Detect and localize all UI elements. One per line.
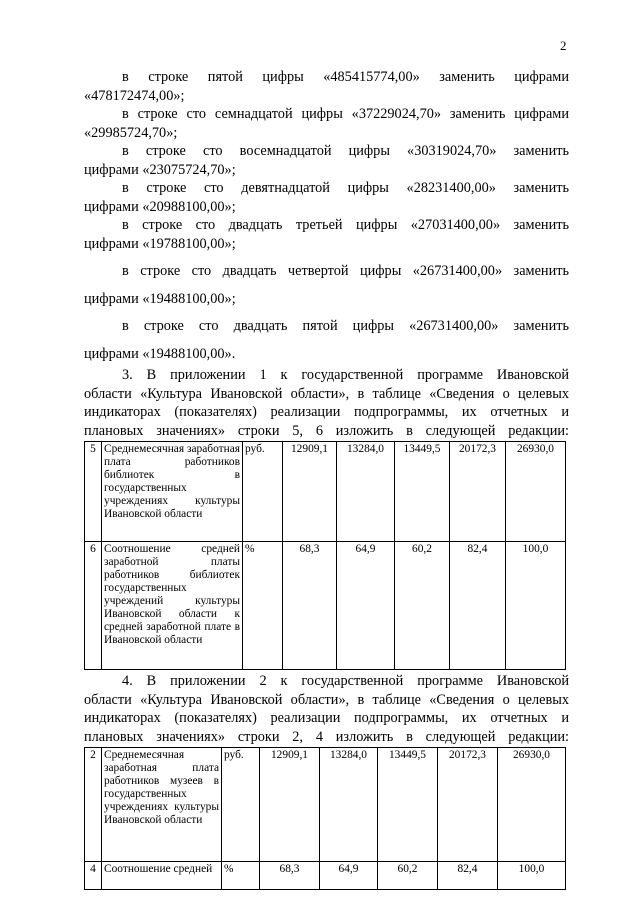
- section-4: [84, 672, 569, 746]
- value-cell: 100,0: [498, 862, 566, 890]
- row-number: 5: [85, 442, 102, 542]
- text-line: в строке пятой цифры «485415774,00» заменить цифрами: [122, 69, 569, 85]
- text-line: 3. В приложении 1 к государственной программе Ивановской: [122, 367, 569, 383]
- indicators-table-1: [84, 441, 566, 670]
- row-number: 4: [85, 862, 102, 890]
- indicator-name: Соотношение средней заработной платы работников библиотек государственных учреждений культуры Ивановской области к средней заработной плате в Ивановской области: [102, 542, 243, 670]
- value-cell: 100,0: [506, 542, 566, 670]
- indicators-table-2: [84, 747, 566, 890]
- section-3: [84, 366, 569, 440]
- text-line: «29985724,70»;: [84, 124, 178, 141]
- table-row: [85, 442, 566, 542]
- page-number: 2: [560, 38, 567, 53]
- value-cell: 20172,3: [450, 442, 506, 542]
- value-cell: 82,4: [450, 542, 506, 670]
- value-cell: 13449,5: [395, 442, 450, 542]
- unit: руб.: [222, 748, 260, 862]
- value-cell: 13449,5: [378, 748, 438, 862]
- text-line: 4. В приложении 2 к государственной программе Ивановской: [122, 673, 569, 689]
- value-cell: 64,9: [320, 862, 378, 890]
- text-line: в строке сто восемнадцатой цифры «30319024,70» заменить: [122, 143, 569, 159]
- text-line: плановых значениях» строки 2, 4 изложить в следующей редакции:: [84, 728, 569, 745]
- row-number: 6: [85, 542, 102, 670]
- row-number: 2: [85, 748, 102, 862]
- text-line: в строке сто девятнадцатой цифры «28231400,00» заменить: [122, 180, 569, 196]
- indicator-name: Среднемесячная заработная плата работников музеев в государственных учреждениях культуры Ивановской области: [102, 748, 222, 862]
- unit: %: [243, 542, 283, 670]
- value-cell: 68,3: [283, 542, 337, 670]
- text-line: цифрами «19488100,00».: [84, 345, 236, 362]
- value-cell: 82,4: [438, 862, 498, 890]
- text-line: цифрами «19788100,00»;: [84, 235, 236, 252]
- value-cell: 26930,0: [498, 748, 566, 862]
- indicator-name: Соотношение средней: [102, 862, 222, 890]
- value-cell: 26930,0: [506, 442, 566, 542]
- intro-paragraphs: [84, 68, 569, 363]
- text-line: индикаторах (показателях) реализации подпрограммы, их отчетных и: [84, 404, 569, 420]
- text-line: индикаторах (показателях) реализации подпрограммы, их отчетных и: [84, 710, 569, 726]
- value-cell: 20172,3: [438, 748, 498, 862]
- value-cell: 13284,0: [320, 748, 378, 862]
- value-cell: 12909,1: [283, 442, 337, 542]
- text-line: цифрами «19488100,00»;: [84, 290, 236, 307]
- value-cell: 68,3: [260, 862, 320, 890]
- text-line: области «Культура Ивановской области», в таблице «Сведения о целевых: [84, 385, 569, 402]
- text-line: в строке сто двадцать пятой цифры «26731400,00» заменить: [122, 318, 569, 334]
- unit: %: [222, 862, 260, 890]
- text-line: плановых значениях» строки 5, 6 изложить в следующей редакции:: [84, 422, 569, 439]
- value-cell: 60,2: [378, 862, 438, 890]
- indicator-name: Среднемесячная заработная плата работников библиотек в государственных учреждениях культуры Ивановской области: [102, 442, 243, 542]
- table-row: [85, 748, 566, 862]
- text-line: области «Культура Ивановской области», в таблице «Сведения о целевых: [84, 691, 569, 708]
- unit: руб.: [243, 442, 283, 542]
- table-row: [85, 862, 566, 890]
- value-cell: 60,2: [395, 542, 450, 670]
- table-row: [85, 542, 566, 670]
- text-line: цифрами «23075724,70»;: [84, 161, 236, 178]
- text-line: в строке сто двадцать третьей цифры «27031400,00» заменить: [122, 217, 569, 233]
- value-cell: 64,9: [337, 542, 395, 670]
- text-line: цифрами «20988100,00»;: [84, 198, 236, 215]
- value-cell: 12909,1: [260, 748, 320, 862]
- value-cell: 13284,0: [337, 442, 395, 542]
- document-body: [84, 68, 569, 890]
- text-line: в строке сто семнадцатой цифры «37229024,70» заменить цифрами: [122, 106, 569, 122]
- text-line: в строке сто двадцать четвертой цифры «26731400,00» заменить: [122, 263, 569, 279]
- text-line: «478172474,00»;: [84, 87, 185, 104]
